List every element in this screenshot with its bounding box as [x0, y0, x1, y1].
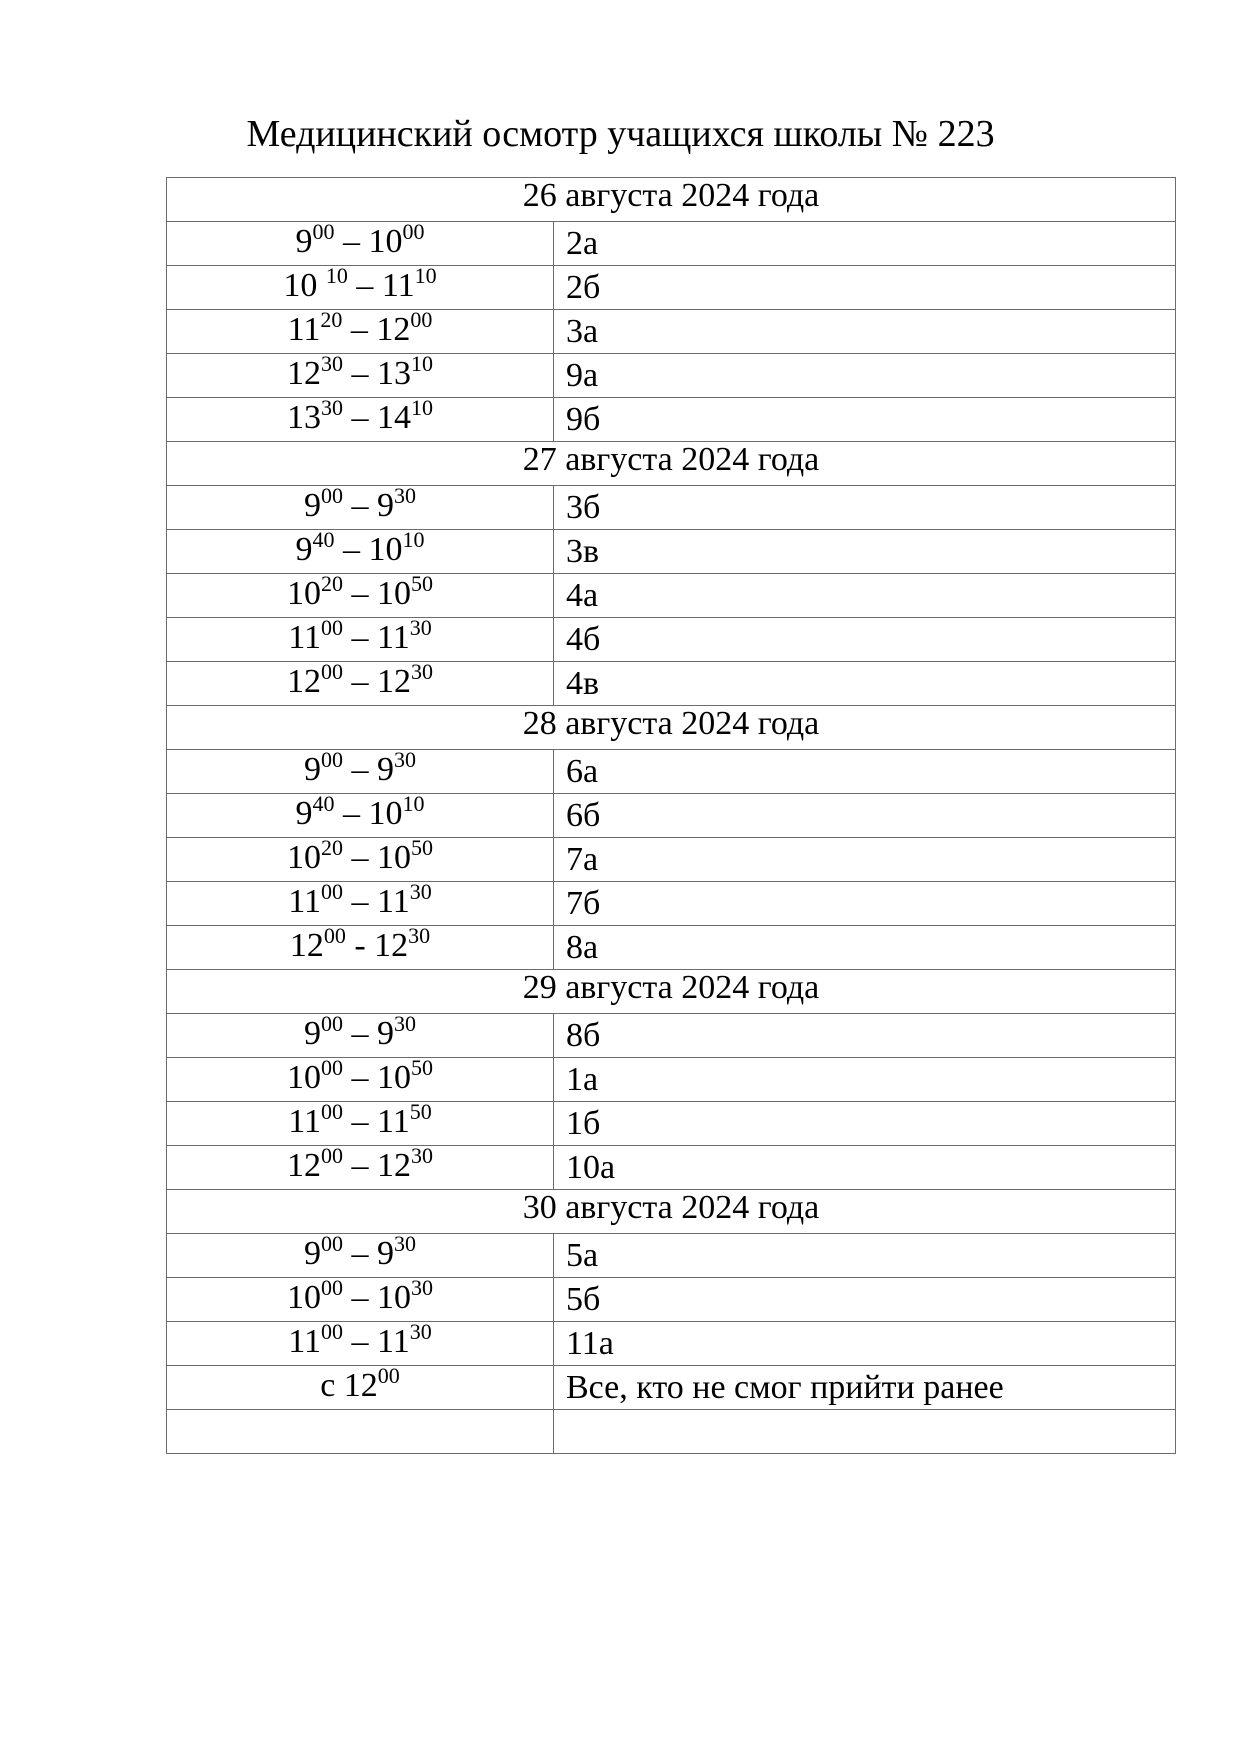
time-slot-cell: [167, 1010, 554, 1058]
start-hour: 9: [304, 1015, 321, 1052]
class-name: 4б: [566, 621, 601, 658]
end-hour: 10: [377, 575, 411, 612]
start-hour: 9: [304, 487, 321, 524]
end-minutes: 10: [411, 350, 433, 376]
time-separator: –: [343, 1103, 377, 1140]
time-separator: –: [347, 267, 382, 304]
time-slot: [304, 1230, 416, 1272]
class-cell: [554, 354, 1176, 398]
table-row: [167, 1322, 1176, 1366]
time-slot-cell: [167, 350, 554, 398]
class-name: 7б: [566, 885, 601, 922]
table-row: [167, 882, 1176, 926]
start-hour: 10: [287, 1279, 321, 1316]
class-cell: [554, 266, 1176, 310]
class-cell: [554, 794, 1176, 838]
class-cell: [554, 882, 1176, 926]
schedule-table: [166, 177, 1176, 1454]
class-cell: [554, 926, 1176, 970]
end-hour: 13: [377, 355, 411, 392]
time-slot: [289, 922, 431, 964]
end-hour: 14: [377, 399, 411, 436]
start-minutes: 40: [312, 526, 335, 552]
start-hour: 11: [288, 883, 321, 920]
end-hour: 12: [377, 1147, 411, 1184]
time-slot: [287, 1274, 433, 1316]
time-separator: –: [334, 531, 369, 568]
end-minutes: 30: [394, 482, 416, 508]
table-row: [167, 1146, 1176, 1190]
class-name: 2а: [566, 225, 599, 262]
class-cell: [554, 1058, 1176, 1102]
time-slot: [320, 1362, 400, 1404]
time-slot: [288, 614, 432, 656]
time-slot: [287, 1054, 433, 1096]
end-hour: 10: [368, 795, 403, 832]
class-name: 8б: [566, 1017, 601, 1054]
start-minutes: 20: [320, 306, 343, 332]
end-minutes: 30: [409, 1318, 432, 1344]
time-slot: [304, 1010, 416, 1052]
start-hour: 9: [304, 751, 321, 788]
class-name: 2б: [566, 269, 601, 306]
table-row: [167, 926, 1176, 970]
start-minutes: 00: [321, 1010, 343, 1036]
start-hour: 12: [287, 663, 321, 700]
table-row: [167, 1278, 1176, 1322]
time-slot: [287, 570, 433, 612]
time-slot-cell: [167, 1142, 554, 1190]
end-minutes: 30: [394, 1230, 416, 1256]
time-separator: –: [343, 1323, 377, 1360]
class-name: 6а: [566, 753, 599, 790]
start-minutes: 00: [312, 218, 335, 244]
start-minutes: 30: [321, 394, 343, 420]
start-minutes: 00: [377, 1362, 400, 1388]
table-row: [167, 222, 1176, 266]
end-minutes: 30: [409, 614, 432, 640]
end-hour: 11: [381, 267, 415, 304]
end-hour: 12: [374, 927, 409, 964]
time-slot-cell: [167, 1274, 554, 1322]
class-name: 4а: [566, 577, 599, 614]
end-hour: 10: [377, 1279, 411, 1316]
class-cell: [554, 310, 1176, 354]
time-slot: [288, 1098, 432, 1140]
table-row: [167, 1366, 1176, 1410]
time-slot: [295, 790, 425, 832]
time-slot-cell: [167, 1318, 554, 1366]
date-header-row: [167, 178, 1176, 222]
start-minutes: 00: [321, 482, 343, 508]
time-slot-cell: [167, 614, 554, 662]
time-separator: –: [343, 575, 377, 612]
class-cell: [554, 838, 1176, 882]
start-hour: 11: [288, 1323, 321, 1360]
time-slot: [304, 482, 416, 524]
start-minutes: 00: [321, 658, 343, 684]
class-name: 8а: [566, 929, 599, 966]
start-minutes: 00: [321, 746, 343, 772]
time-separator: –: [343, 1279, 377, 1316]
start-minutes: 00: [321, 1230, 343, 1256]
end-minutes: 50: [409, 1098, 432, 1124]
time-slot-cell: [167, 746, 554, 794]
end-hour: 9: [377, 487, 394, 524]
date-header: 28 августа 2024 года: [167, 706, 1176, 750]
end-minutes: 00: [410, 306, 433, 332]
time-slot-cell: [167, 262, 554, 310]
end-minutes: 00: [402, 218, 425, 244]
time-slot: [295, 218, 425, 260]
end-minutes: 10: [411, 394, 433, 420]
class-name: 1б: [566, 1105, 601, 1142]
end-hour: 12: [377, 663, 411, 700]
start-hour: 9: [295, 223, 313, 260]
time-slot-cell: [167, 1362, 554, 1410]
class-cell: [554, 486, 1176, 530]
date-header-row: [167, 442, 1176, 486]
class-cell: [554, 1366, 1176, 1410]
class-cell: [554, 618, 1176, 662]
end-minutes: 50: [411, 1054, 433, 1080]
table-row: [167, 1014, 1176, 1058]
date-header-row: [167, 970, 1176, 1014]
table-row: [167, 618, 1176, 662]
schedule-body: [167, 178, 1176, 1454]
start-minutes: 00: [321, 1098, 343, 1124]
start-hour: 9: [295, 795, 313, 832]
class-name: 5б: [566, 1281, 601, 1318]
class-cell: [554, 1410, 1176, 1454]
time-slot-cell: [167, 306, 554, 354]
class-cell: [554, 750, 1176, 794]
page-title: Медицинский осмотр учащихся школы № 223: [246, 113, 995, 155]
class-cell: [554, 1278, 1176, 1322]
end-minutes: 30: [409, 878, 432, 904]
time-separator: –: [343, 883, 377, 920]
time-slot-cell: [167, 922, 554, 970]
time-slot: [304, 746, 416, 788]
start-minutes: 00: [321, 1274, 343, 1300]
end-hour: 10: [368, 223, 403, 260]
start-hour: 11: [287, 311, 321, 348]
class-name: 4в: [566, 665, 600, 702]
end-hour: 10: [377, 839, 411, 876]
time-slot-cell: [167, 658, 554, 706]
time-separator: –: [343, 1015, 377, 1052]
date-header: 30 августа 2024 года: [167, 1190, 1176, 1234]
end-hour: 12: [376, 311, 411, 348]
table-row: [167, 574, 1176, 618]
class-name: 9б: [566, 401, 601, 438]
end-hour: 11: [377, 1323, 410, 1360]
class-cell: [554, 1146, 1176, 1190]
time-separator: –: [343, 1235, 377, 1272]
time-separator: –: [343, 1147, 377, 1184]
time-separator: –: [343, 619, 377, 656]
end-hour: 10: [368, 531, 403, 568]
class-name: 7а: [566, 841, 599, 878]
time-slot-cell: [167, 1230, 554, 1278]
time-slot-cell: [167, 218, 554, 266]
time-slot: [283, 262, 437, 304]
time-slot-cell: [167, 878, 554, 926]
table-row: [167, 662, 1176, 706]
time-slot-cell: [167, 790, 554, 838]
end-hour: 11: [377, 619, 410, 656]
class-cell: [554, 222, 1176, 266]
end-minutes: 30: [394, 1010, 416, 1036]
time-slot: [287, 350, 433, 392]
start-hour: 11: [288, 1103, 321, 1140]
time-separator: -: [345, 927, 375, 964]
time-separator: –: [343, 355, 377, 392]
start-hour: с 12: [320, 1367, 378, 1404]
table-row: [167, 354, 1176, 398]
date-header: 27 августа 2024 года: [167, 442, 1176, 486]
start-hour: 12: [287, 1147, 321, 1184]
start-minutes: 40: [312, 790, 335, 816]
date-header: 26 августа 2024 года: [167, 178, 1176, 222]
time-slot-cell: [167, 394, 554, 442]
time-slot: [288, 878, 432, 920]
start-hour: 9: [295, 531, 313, 568]
table-row: [167, 1058, 1176, 1102]
start-minutes: 20: [321, 834, 343, 860]
class-name: 3б: [566, 489, 601, 526]
class-name: 1а: [566, 1061, 599, 1098]
end-minutes: 30: [394, 746, 416, 772]
end-minutes: 10: [414, 262, 437, 288]
time-separator: –: [343, 1059, 377, 1096]
start-hour: 10: [283, 267, 326, 304]
time-slot-cell: [167, 834, 554, 882]
end-hour: 10: [377, 1059, 411, 1096]
class-cell: [554, 530, 1176, 574]
date-header-row: [167, 1190, 1176, 1234]
date-header: 29 августа 2024 года: [167, 970, 1176, 1014]
class-name: 3в: [566, 533, 600, 570]
time-separator: –: [334, 795, 369, 832]
table-row: [167, 750, 1176, 794]
table-row: [167, 310, 1176, 354]
end-hour: 9: [377, 751, 394, 788]
end-hour: 9: [377, 1235, 394, 1272]
start-hour: 13: [287, 399, 321, 436]
date-header-row: [167, 706, 1176, 750]
time-slot-cell: [167, 1054, 554, 1102]
time-separator: –: [343, 663, 377, 700]
end-minutes: 30: [411, 1274, 433, 1300]
end-hour: 9: [377, 1015, 394, 1052]
start-hour: 12: [289, 927, 324, 964]
start-hour: 9: [304, 1235, 321, 1272]
time-separator: –: [343, 839, 377, 876]
time-slot: [287, 834, 433, 876]
time-slot-cell: [167, 526, 554, 574]
time-slot: [287, 306, 433, 348]
start-hour: 12: [287, 355, 321, 392]
class-cell: [554, 574, 1176, 618]
time-slot-cell: [167, 482, 554, 530]
end-minutes: 50: [411, 834, 433, 860]
class-cell: [554, 1322, 1176, 1366]
time-slot: [287, 658, 433, 700]
time-slot: [295, 526, 425, 568]
start-minutes: 00: [323, 922, 346, 948]
table-row: [167, 794, 1176, 838]
class-name: Все, кто не смог прийти ранее: [566, 1369, 1004, 1406]
class-cell: [554, 1234, 1176, 1278]
end-minutes: 10: [402, 526, 425, 552]
start-minutes: 00: [321, 1318, 343, 1344]
end-hour: 11: [377, 883, 410, 920]
start-hour: 10: [287, 839, 321, 876]
table-row: [167, 398, 1176, 442]
table-row: [167, 486, 1176, 530]
start-minutes: 00: [321, 1054, 343, 1080]
start-hour: 10: [287, 575, 321, 612]
table-row: [167, 266, 1176, 310]
time-separator: –: [343, 487, 377, 524]
class-name: 10а: [566, 1149, 616, 1186]
table-row: [167, 1102, 1176, 1146]
start-minutes: 00: [321, 614, 343, 640]
class-name: 5а: [566, 1237, 599, 1274]
table-row: [167, 530, 1176, 574]
table-row: [167, 838, 1176, 882]
start-minutes: 00: [321, 1142, 343, 1168]
start-hour: 10: [287, 1059, 321, 1096]
time-slot: [288, 1318, 432, 1360]
time-separator: –: [342, 311, 377, 348]
class-cell: [554, 1014, 1176, 1058]
class-cell: [554, 662, 1176, 706]
start-minutes: 00: [321, 878, 343, 904]
end-hour: 11: [377, 1103, 410, 1140]
table-row: [167, 1410, 1176, 1454]
end-minutes: 10: [402, 790, 425, 816]
table-row: [167, 1234, 1176, 1278]
class-name: 6б: [566, 797, 601, 834]
class-cell: [554, 1102, 1176, 1146]
time-separator: –: [343, 399, 377, 436]
class-name: 11а: [566, 1325, 614, 1362]
time-slot: [287, 1142, 433, 1184]
time-slot: [287, 394, 433, 436]
class-name: 9а: [566, 357, 599, 394]
end-minutes: 50: [411, 570, 433, 596]
time-separator: –: [334, 223, 369, 260]
time-slot-cell: [167, 1098, 554, 1146]
end-minutes: 30: [411, 1142, 433, 1168]
start-minutes: 20: [321, 570, 343, 596]
end-minutes: 30: [408, 922, 431, 948]
time-slot-cell: [167, 570, 554, 618]
end-minutes: 30: [411, 658, 433, 684]
time-separator: –: [343, 751, 377, 788]
start-hour: 11: [288, 619, 321, 656]
class-cell: [554, 398, 1176, 442]
time-slot-cell: [167, 1410, 554, 1454]
start-minutes: 10: [325, 262, 348, 288]
class-name: 3а: [566, 313, 599, 350]
start-minutes: 30: [321, 350, 343, 376]
